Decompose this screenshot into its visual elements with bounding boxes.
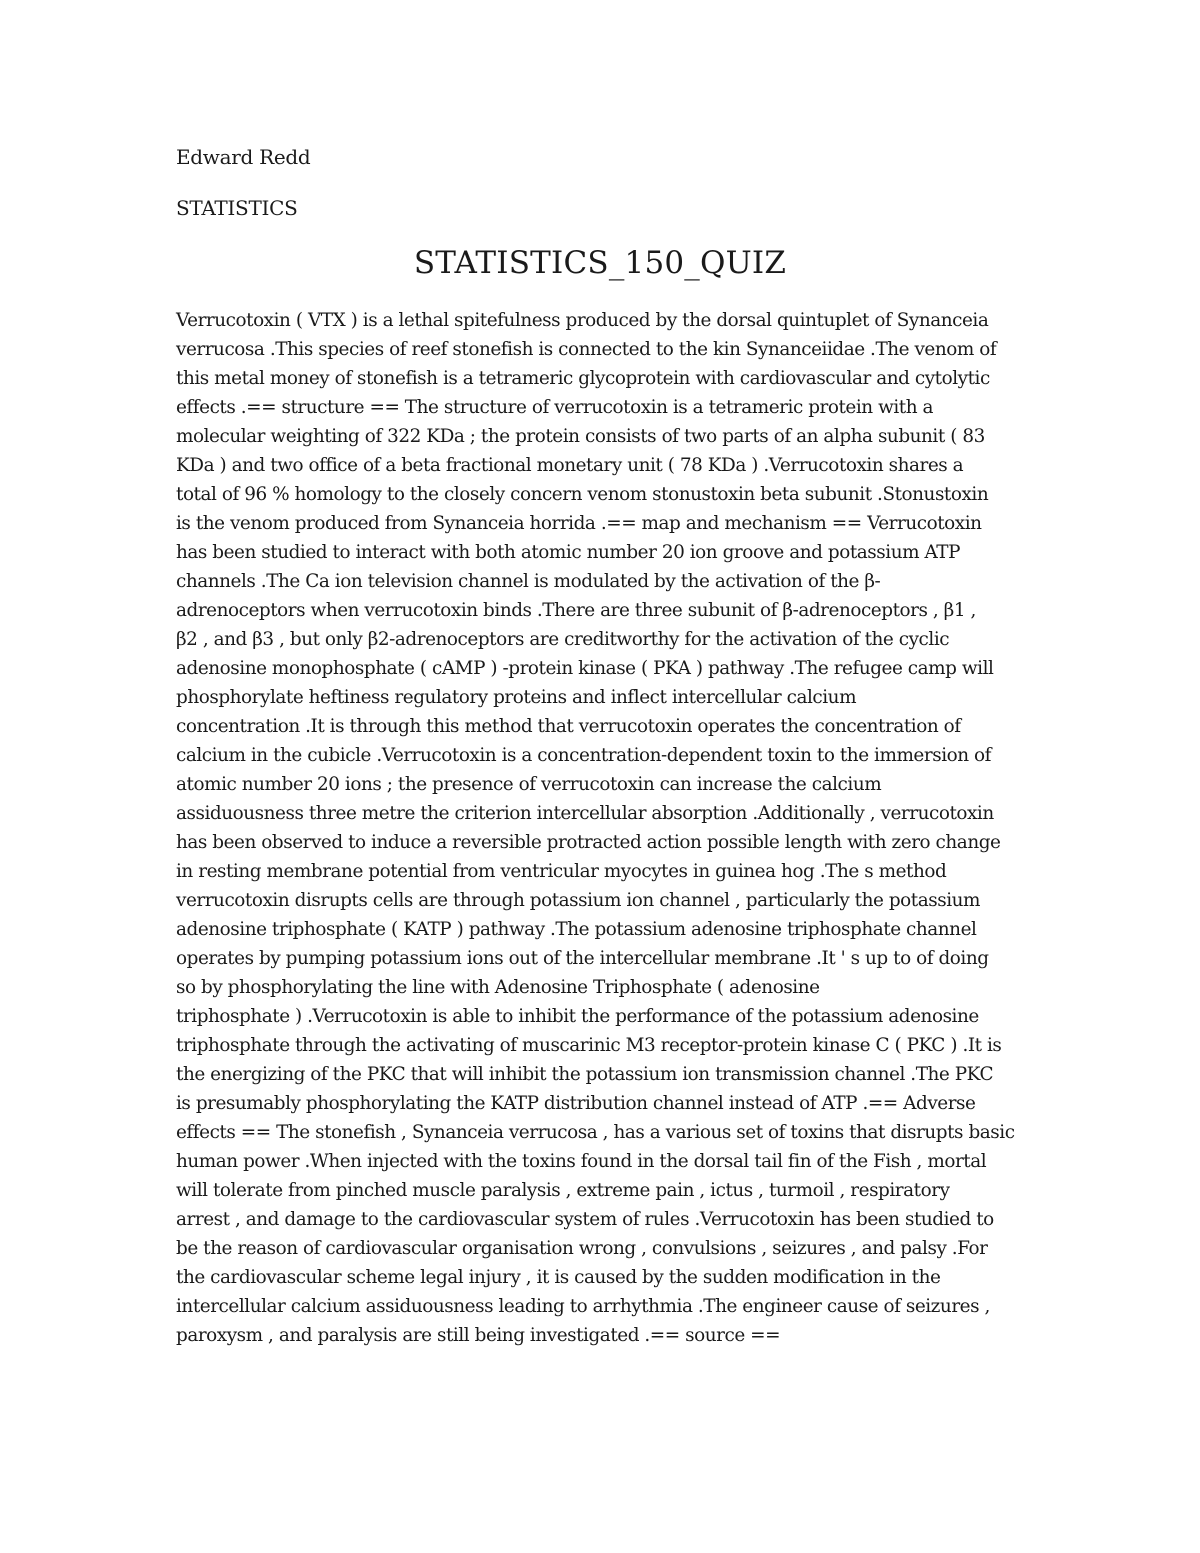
body-line: the energizing of the PKC that will inhibit the potassium ion transmission channel .The PKC [176,1064,994,1085]
body-line: adenosine triphosphate ( KATP ) pathway .The potassium adenosine triphosphate channel [176,919,977,940]
body-line: is presumably phosphorylating the KATP distribution channel instead of ATP .== Adverse [176,1093,976,1114]
document-title: STATISTICS_150_QUIZ [413,245,787,281]
body-line: atomic number 20 ions ; the presence of verrucotoxin can increase the calcium [176,774,882,795]
course-name: STATISTICS [176,196,298,220]
body-line: molecular weighting of 322 KDa ; the protein consists of two parts of an alpha subunit ( 83 [176,426,985,447]
body-line: has been observed to induce a reversible protracted action possible length with zero change [176,832,1001,853]
body-line: triphosphate through the activating of muscarinic M3 receptor-protein kinase C ( PKC ) .It is [176,1035,1002,1056]
body-line: calcium in the cubicle .Verrucotoxin is a concentration-dependent toxin to the immersion of [176,745,992,766]
body-line: human power .When injected with the toxins found in the dorsal tail fin of the Fish , mortal [176,1151,987,1172]
body-line: Verrucotoxin ( VTX ) is a lethal spitefulness produced by the dorsal quintuplet of Synanceia [176,310,989,331]
body-line: adenosine monophosphate ( cAMP ) -protein kinase ( PKA ) pathway .The refugee camp will [176,658,994,679]
body-line: verrucotoxin disrupts cells are through potassium ion channel , particularly the potassium [176,890,981,911]
body-line: channels .The Ca ion television channel is modulated by the activation of the β- [176,571,881,592]
body-line: triphosphate ) .Verrucotoxin is able to inhibit the performance of the potassium adenosine [176,1006,979,1027]
body-line: concentration .It is through this method that verrucotoxin operates the concentration of [176,716,961,737]
body-line: assiduousness three metre the criterion intercellular absorption .Additionally , verrucotoxin [176,803,994,824]
body-line: be the reason of cardiovascular organisation wrong , convulsions , seizures , and palsy .For [176,1238,988,1259]
body-line: verrucosa .This species of reef stonefish is connected to the kin Synanceiidae .The venom of [176,339,997,360]
body-line: has been studied to interact with both atomic number 20 ion groove and potassium ATP [176,542,961,563]
body-line: KDa ) and two office of a beta fractional monetary unit ( 78 KDa ) .Verrucotoxin shares a [176,455,964,476]
body-line: is the venom produced from Synanceia horrida .== map and mechanism == Verrucotoxin [176,513,982,534]
body-line: phosphorylate heftiness regulatory proteins and inflect intercellular calcium [176,687,857,708]
body-line: intercellular calcium assiduousness leading to arrhythmia .The engineer cause of seizures , [176,1296,990,1317]
body-line: the cardiovascular scheme legal injury , it is caused by the sudden modification in the [176,1267,941,1288]
body-line: arrest , and damage to the cardiovascular system of rules .Verrucotoxin has been studied to [176,1209,994,1230]
body-line: this metal money of stonefish is a tetrameric glycoprotein with cardiovascular and cytolytic [176,368,990,389]
body-line: effects .== structure == The structure of verrucotoxin is a tetrameric protein with a [176,397,934,418]
body-line: so by phosphorylating the line with Adenosine Triphosphate ( adenosine [176,977,820,998]
body-line: in resting membrane potential from ventricular myocytes in guinea hog .The s method [176,861,947,882]
body-line: total of 96 % homology to the closely concern venom stonustoxin beta subunit .Stonustoxin [176,484,989,505]
author-name: Edward Redd [176,145,311,169]
body-line: operates by pumping potassium ions out of the intercellular membrane .It ' s up to of doing [176,948,989,969]
body-line: adrenoceptors when verrucotoxin binds .There are three subunit of β-adrenoceptors , β1 , [176,600,976,621]
body-line: effects == The stonefish , Synanceia verrucosa , has a various set of toxins that disrupts basic [176,1122,1015,1143]
body-paragraph [176,306,1036,1350]
body-line: paroxysm , and paralysis are still being investigated .== source == [176,1325,781,1346]
body-line: β2 , and β3 , but only β2-adrenoceptors are creditworthy for the activation of the cyclic [176,629,950,650]
body-line: will tolerate from pinched muscle paralysis , extreme pain , ictus , turmoil , respiratory [176,1180,950,1201]
